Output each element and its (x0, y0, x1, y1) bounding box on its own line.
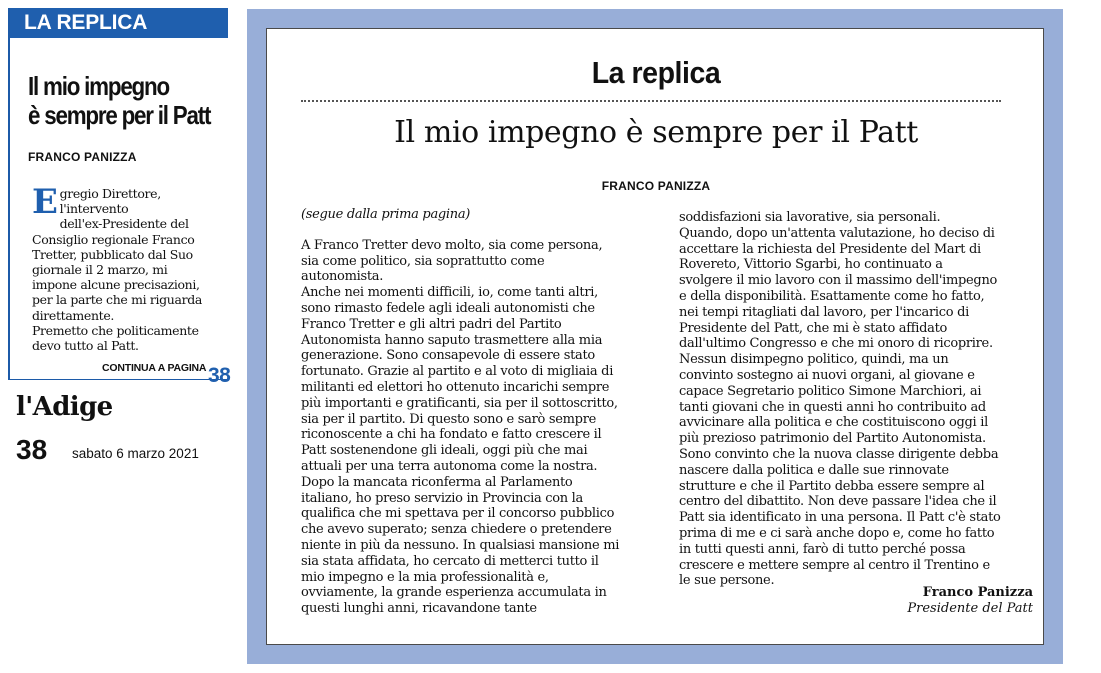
teaser-body (32, 182, 232, 354)
article-line: le sue persone. (679, 573, 775, 589)
teaser-dropcap: E (32, 182, 58, 222)
page-number: 38 (16, 434, 48, 465)
segue-note: (segue dalla prima pagina) (301, 207, 471, 222)
teaser-line: l'intervento (59, 201, 129, 217)
teaser-line: Consiglio regionale Franco (32, 231, 195, 247)
article-line: Nessun disimpegno politico, quindi, ma un (679, 352, 949, 368)
article-line: accettare la richiesta del Presidente del Mart di (679, 241, 981, 257)
article-line: questi lunghi anni, ricavandone tante (301, 601, 537, 617)
teaser-title-line: Il mio impegno (28, 71, 169, 101)
article-kicker: La replica (591, 55, 721, 90)
article-line: capace Segretario politico Simone Marchiori, ai (679, 383, 982, 399)
teaser-line: giornale il 2 marzo, mi (32, 262, 168, 278)
article-line: Quando, dopo un'attenta valutazione, ho deciso di (679, 225, 995, 241)
teaser-author: FRANCO PANIZZA (28, 150, 137, 164)
left-lines (301, 238, 663, 617)
article-headline: Il mio impegno è sempre per il Patt (394, 115, 918, 150)
article-line: svolgere il mio lavoro con il massimo dell'impegno (679, 273, 998, 289)
continue-page-number[interactable]: 38 (208, 364, 231, 387)
teaser-title[interactable] (28, 71, 211, 130)
article-line: strutture e che il Partito debba essere sempre al (679, 478, 985, 494)
article-line: sia come politico, sia soprattutto come (301, 253, 545, 269)
article-line: Dopo la mancata riconferma al Parlamento (301, 474, 573, 490)
article-line: più prezioso patrimonio del Partito Autonomista. (679, 431, 986, 447)
article-line: niente in più da nessuno. In qualsiasi mansione mi (301, 537, 620, 553)
article-line: Anche nei momenti difficili, io, come tanti altri, (301, 285, 598, 301)
newspaper-logo: l'Adige (16, 392, 113, 422)
article-line: mio impegno e la mia professionalità e, (301, 569, 549, 585)
teaser-line: direttamente. (32, 307, 115, 323)
dotted-divider (301, 100, 1001, 102)
teaser-box (8, 8, 231, 387)
article-line: tanti giovani che in questi anni ho contribuito ad (679, 399, 986, 415)
right-lines (679, 210, 1041, 589)
signature-block (907, 585, 1033, 617)
teaser-line: per la parte che mi riguarda (32, 292, 202, 308)
article-line: sono rimasto fedele agli ideali autonomisti che (301, 300, 595, 316)
article-line: convinto sostegno ai nuovi organi, al giovane e (679, 367, 975, 383)
article-byline: FRANCO PANIZZA (601, 179, 711, 193)
article-line: sia stata affidata, ho cercato di metterci tutto il (301, 553, 599, 569)
article-line: prima di me e ci sarà anche dopo e, come ho fatto (679, 525, 995, 541)
article-line: generazione. Sono consapevole di essere stato (301, 348, 595, 364)
article-line: in tutti questi anni, farò di tutto perché possa (679, 541, 966, 557)
teaser-line: dell'ex-Presidente del (59, 216, 189, 232)
article-line: ovviamente, la grande esperienza accumulata in (301, 585, 607, 601)
article-line: Autonomista hanno saputo trasmettere alla mia (301, 332, 603, 348)
teaser-line: impone alcune precisazioni, (32, 277, 200, 293)
article-line: fortunato. Grazie al partito e al voto di migliaia di (301, 364, 614, 380)
teaser-line: Premetto che politicamente (32, 322, 199, 338)
article-column-left (301, 207, 663, 617)
article-frame (266, 28, 1044, 645)
article-line: militanti ed elettori ho ottenuto incarichi sempre (301, 379, 610, 395)
article-line: centro del dibattito. Non deve passare l'idea che il (679, 494, 997, 510)
article-line: attuali per una terra autonoma come la nostra. (301, 458, 598, 474)
article-line: A Franco Tretter devo molto, sia come persona, (301, 237, 603, 253)
article-line: Patt sia identificato in una persona. Il Patt c'è stato (679, 510, 1001, 526)
article-line: sia per il partito. Di questo sono e sarò sempre (301, 411, 597, 427)
teaser-section-band: LA REPLICA (10, 8, 228, 38)
teaser-title-line: è sempre per il Patt (28, 100, 211, 130)
article-column-right (679, 210, 1041, 589)
article-line: avvicinare alla politica e che costituiscono oggi il (679, 415, 988, 431)
signature-role: Presidente del Patt (907, 601, 1033, 616)
page-date: sabato 6 marzo 2021 (72, 446, 199, 461)
article-line: nei tempi ritagliati dal lavoro, per l'incarico di (679, 304, 969, 320)
continue-link[interactable]: CONTINUA A PAGINA (102, 362, 207, 374)
article-line: riconoscente a chi ha fondato e fatto crescere il (301, 427, 602, 443)
teaser-line: Tretter, pubblicato dal Suo (32, 246, 193, 262)
article-line: che avevo superato; senza chiedere o pretendere (301, 522, 612, 538)
article-line: italiano, ho preso servizio in Provincia con la (301, 490, 583, 506)
article-line: Rovereto, Vittorio Sgarbi, ho continuato a (679, 257, 943, 273)
article-line: Franco Tretter e gli altri padri del Partito (301, 316, 562, 332)
article-line: più importanti e gratificanti, sia per il sottoscritto, (301, 395, 618, 411)
signature-name: Franco Panizza (922, 585, 1033, 600)
article-line: Presidente del Patt, che mi è stato affidato (679, 320, 948, 336)
article-line: dall'ultimo Congresso e che mi onoro di ricoprire. (679, 336, 993, 352)
article-line: autonomista. (301, 269, 384, 285)
article-line: Sono convinto che la nuova classe dirigente debba (679, 446, 999, 462)
article-line: e della disponibilità. Esattamente come ho fatto, (679, 288, 985, 304)
article-line: nascere dalla politica e dalle sue rinnovate (679, 462, 949, 478)
teaser-line: devo tutto al Patt. (32, 338, 139, 354)
article-line: crescere e mettere sempre al centro il Trentino e (679, 557, 990, 573)
teaser-line: gregio Direttore, (59, 186, 161, 201)
article-line: soddisfazioni sia lavorative, sia personali. (679, 210, 941, 225)
article-line: Patt sostenendone gli ideali, oggi più che mai (301, 443, 588, 459)
article-line: qualifica che mi spettava per il concorso pubblico (301, 506, 615, 522)
